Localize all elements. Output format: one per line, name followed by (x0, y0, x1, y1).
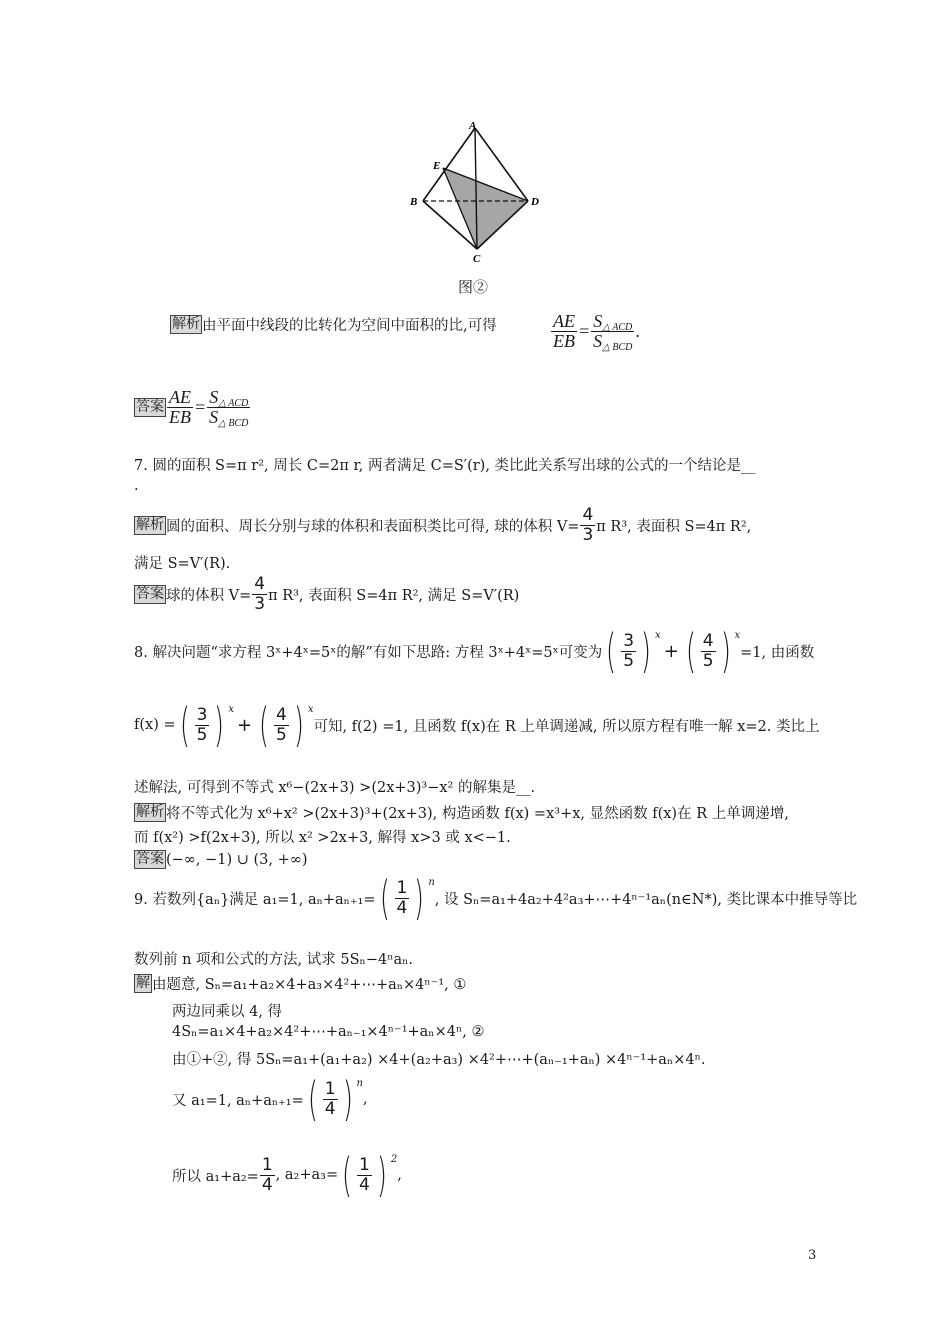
frac-den: 4 (396, 897, 408, 918)
q8-jiexi-1: 将不等式化为 x⁶+x² >(2x+3)³+(2x+3), 构造函数 f(x) =x³+x, 显然函数 f(x)在 R 上单调递增, (166, 806, 789, 822)
frac-num: 1 (324, 1078, 336, 1099)
plus-sign: + (663, 640, 679, 662)
q9-jie-6-b: , a₂+a₃= (275, 1167, 339, 1183)
q8-text-a: 8. 解决问题“求方程 3ˣ+4ˣ=5ˣ的解”有如下思路: 方程 3ˣ+4ˣ=5ˣ可变为 (134, 644, 603, 661)
q9-jie-3: 4Sₙ=a₁×4+a₂×4²+⋯+aₙ₋₁×4ⁿ⁻¹+aₙ×4ⁿ, ② (172, 1024, 485, 1040)
q7-jiexi-line2: 满足 S=V′(R). (134, 556, 231, 572)
frac-num: 4 (582, 505, 594, 525)
q9-jie-5: 又 a₁=1, aₙ+aₙ₊₁= ( $\frac{1}{4}$ ) n , (172, 1072, 368, 1126)
sub-bcd: △ BCD (218, 418, 249, 429)
jiexi-tag: 解析 (136, 804, 164, 820)
frac-den: 3 (582, 525, 594, 545)
q9-line2: 数列前 n 项和公式的方法, 试求 5Sₙ−4ⁿaₙ. (134, 952, 413, 968)
q6-answer: 答案 $\frac{AE}{EB}$ = $\frac{S_{\triangle ACD}}{S_{\triangle BCD}}$ (136, 387, 249, 429)
q7-jiexi-b: π R³, 表面积 S=4π R², (596, 519, 752, 535)
frac-den: 4 (261, 1174, 273, 1195)
frac-num: 4 (254, 574, 266, 594)
q7-question-cont: . (134, 478, 139, 494)
q9-jie-6-a: 所以 a₁+a₂= (172, 1168, 259, 1185)
q9-jie-6-c: , (397, 1167, 402, 1183)
sub-bcd: △ BCD (602, 342, 633, 353)
shaded-triangle-ecd (443, 168, 528, 249)
frac-num: 4 (276, 704, 287, 725)
q9-jie-4: 由①+②, 得 5Sₙ=a₁+(a₁+a₂) ×4+(a₂+a₃) ×4²+⋯+(aₙ₋₁+aₙ) ×4ⁿ⁻¹+aₙ×4ⁿ. (172, 1052, 706, 1068)
q8-text-b: =1, 由函数 (740, 644, 815, 661)
label-a: A (469, 120, 477, 132)
q9-jie-2: 两边同乘以 4, 得 (172, 1004, 283, 1020)
jiexi-tag: 解析 (172, 316, 200, 332)
q7-answer-b: π R³, 表面积 S=4π R², 满足 S=V′(R) (268, 588, 520, 604)
label-e: E (433, 160, 441, 172)
sub-acd: △ ACD (218, 398, 249, 409)
q8-line3: 述解法, 可得到不等式 x⁶−(2x+3) >(2x+3)³−x² 的解集是__. (134, 780, 536, 796)
frac-num: AE (169, 387, 191, 407)
s-symbol: S (593, 311, 603, 331)
sub-acd: △ ACD (602, 322, 633, 333)
frac-num: 3 (196, 704, 208, 725)
q8-answer (134, 850, 308, 869)
q8-line2: f(x) = ( $\frac{3}{5}$ ) x + ( $\frac{4}{5}$ ) x 可知, f(2) =1, 且函数 f(x)在 R 上单调递减, 所以原方程有唯一解 x=2. 类比上 (134, 698, 820, 752)
exponent: n (356, 1078, 363, 1089)
q7-jiexi (134, 506, 751, 545)
q9-text-a: 9. 若数列{aₙ}满足 a₁=1, aₙ+aₙ₊₁= (134, 891, 376, 908)
exponent: x (307, 704, 314, 715)
q7-answer-a: 球的体积 V= (166, 588, 252, 604)
q9-jie-1 (134, 973, 466, 994)
q6-jiexi-text: 由平面中线段的比转化为空间中面积的比,可得 (202, 318, 497, 334)
label-b: B (410, 196, 418, 208)
frac-den: 5 (276, 724, 287, 745)
exponent: x (228, 704, 234, 715)
figure-caption: 图② (458, 278, 489, 296)
frac-num: 1 (359, 1154, 370, 1175)
frac-num: 4 (702, 630, 714, 651)
q9-text-b: , 设 Sₙ=a₁+4a₂+4²a₃+⋯+4ⁿ⁻¹aₙ(n∈N*), 类比课本中推导等比 (434, 891, 858, 908)
frac-num: AE (553, 311, 575, 331)
frac-den: 4 (359, 1174, 370, 1195)
exponent: x (734, 630, 741, 641)
exponent: 2 (390, 1154, 398, 1165)
frac-den: 5 (196, 724, 208, 745)
frac-den: EB (553, 331, 575, 351)
q7-answer (134, 575, 519, 614)
frac-den: 5 (702, 650, 714, 671)
q8-jiexi (134, 802, 789, 823)
q7-question: 7. 圆的面积 S=π r², 周长 C=2π r, 两者满足 C=S′(r), 类比此关系写出球的公式的一个结论是__ (134, 458, 756, 474)
q8-answer-text: (−∞, −1) ∪ (3, +∞) (166, 851, 308, 868)
frac-num: 3 (623, 630, 635, 651)
tetrahedron-figure (405, 118, 555, 266)
answer-tag: 答案 (136, 851, 164, 867)
q8-line1: 8. 解决问题“求方程 3ˣ+4ˣ=5ˣ的解”有如下思路: 方程 3ˣ+4ˣ=5ˣ可变为 ( $\frac{3}{5}$ ) x + ( $\frac{4}{5}$ ) x =1, 由函数 (134, 624, 815, 678)
exponent: x (655, 630, 661, 641)
q9-jie-5-b: , (362, 1091, 368, 1107)
answer-tag: 答案 (136, 399, 164, 415)
frac-den: 4 (324, 1098, 336, 1119)
page-number: 3 (808, 1248, 817, 1263)
jiexi-tag: 解析 (136, 517, 164, 533)
q9-jie-5-a: 又 a₁=1, aₙ+aₙ₊₁= (172, 1092, 304, 1109)
exponent: n (428, 877, 435, 888)
q9-jie-6: 所以 a₁+a₂= $\frac{1}{4}$ , a₂+a₃= ( $\frac{1}{4}$ ) 2 , (172, 1148, 402, 1202)
frac-num: 1 (261, 1154, 273, 1175)
frac-num: 1 (396, 877, 408, 898)
s-symbol: S (593, 331, 603, 351)
q8-jiexi-2: 而 f(x²) >f(2x+3), 所以 x² >2x+3, 解得 x>3 或 x<−1. (134, 830, 511, 846)
label-c: C (473, 253, 481, 265)
s-symbol: S (209, 387, 219, 407)
plus-sign: + (237, 714, 253, 736)
frac-den: 3 (254, 594, 266, 614)
q9-jie-1-text: 由题意, Sₙ=a₁+a₂×4+a₃×4²+⋯+aₙ×4ⁿ⁻¹, ① (152, 977, 467, 993)
answer-tag: 答案 (136, 586, 164, 602)
q8-text-c: 可知, f(2) =1, 且函数 f(x)在 R 上单调递减, 所以原方程有唯一解 x=2. 类比上 (313, 718, 820, 735)
q7-jiexi-a: 圆的面积、周长分别与球的体积和表面积类比可得, 球的体积 V= (166, 519, 580, 535)
frac-den: 5 (623, 650, 635, 671)
q6-equation: $\frac{AE}{EB}$ = $\frac{S_{\triangle ACD}}{S_{\triangle BCD}}$ . (553, 311, 640, 353)
q8-fx: f(x) = (134, 717, 176, 733)
q9-line1: 9. 若数列{aₙ}满足 a₁=1, aₙ+aₙ₊₁= ( $\frac{1}{4}$ ) n , 设 Sₙ=a₁+4a₂+4²a₃+⋯+4ⁿ⁻¹aₙ(n∈N*), 类比课本中推导等比 (134, 871, 858, 925)
s-symbol: S (209, 407, 219, 427)
q6-jiexi (170, 314, 497, 335)
frac-den: EB (169, 407, 191, 427)
label-d: D (531, 196, 539, 208)
jie-tag: 解 (136, 975, 150, 991)
